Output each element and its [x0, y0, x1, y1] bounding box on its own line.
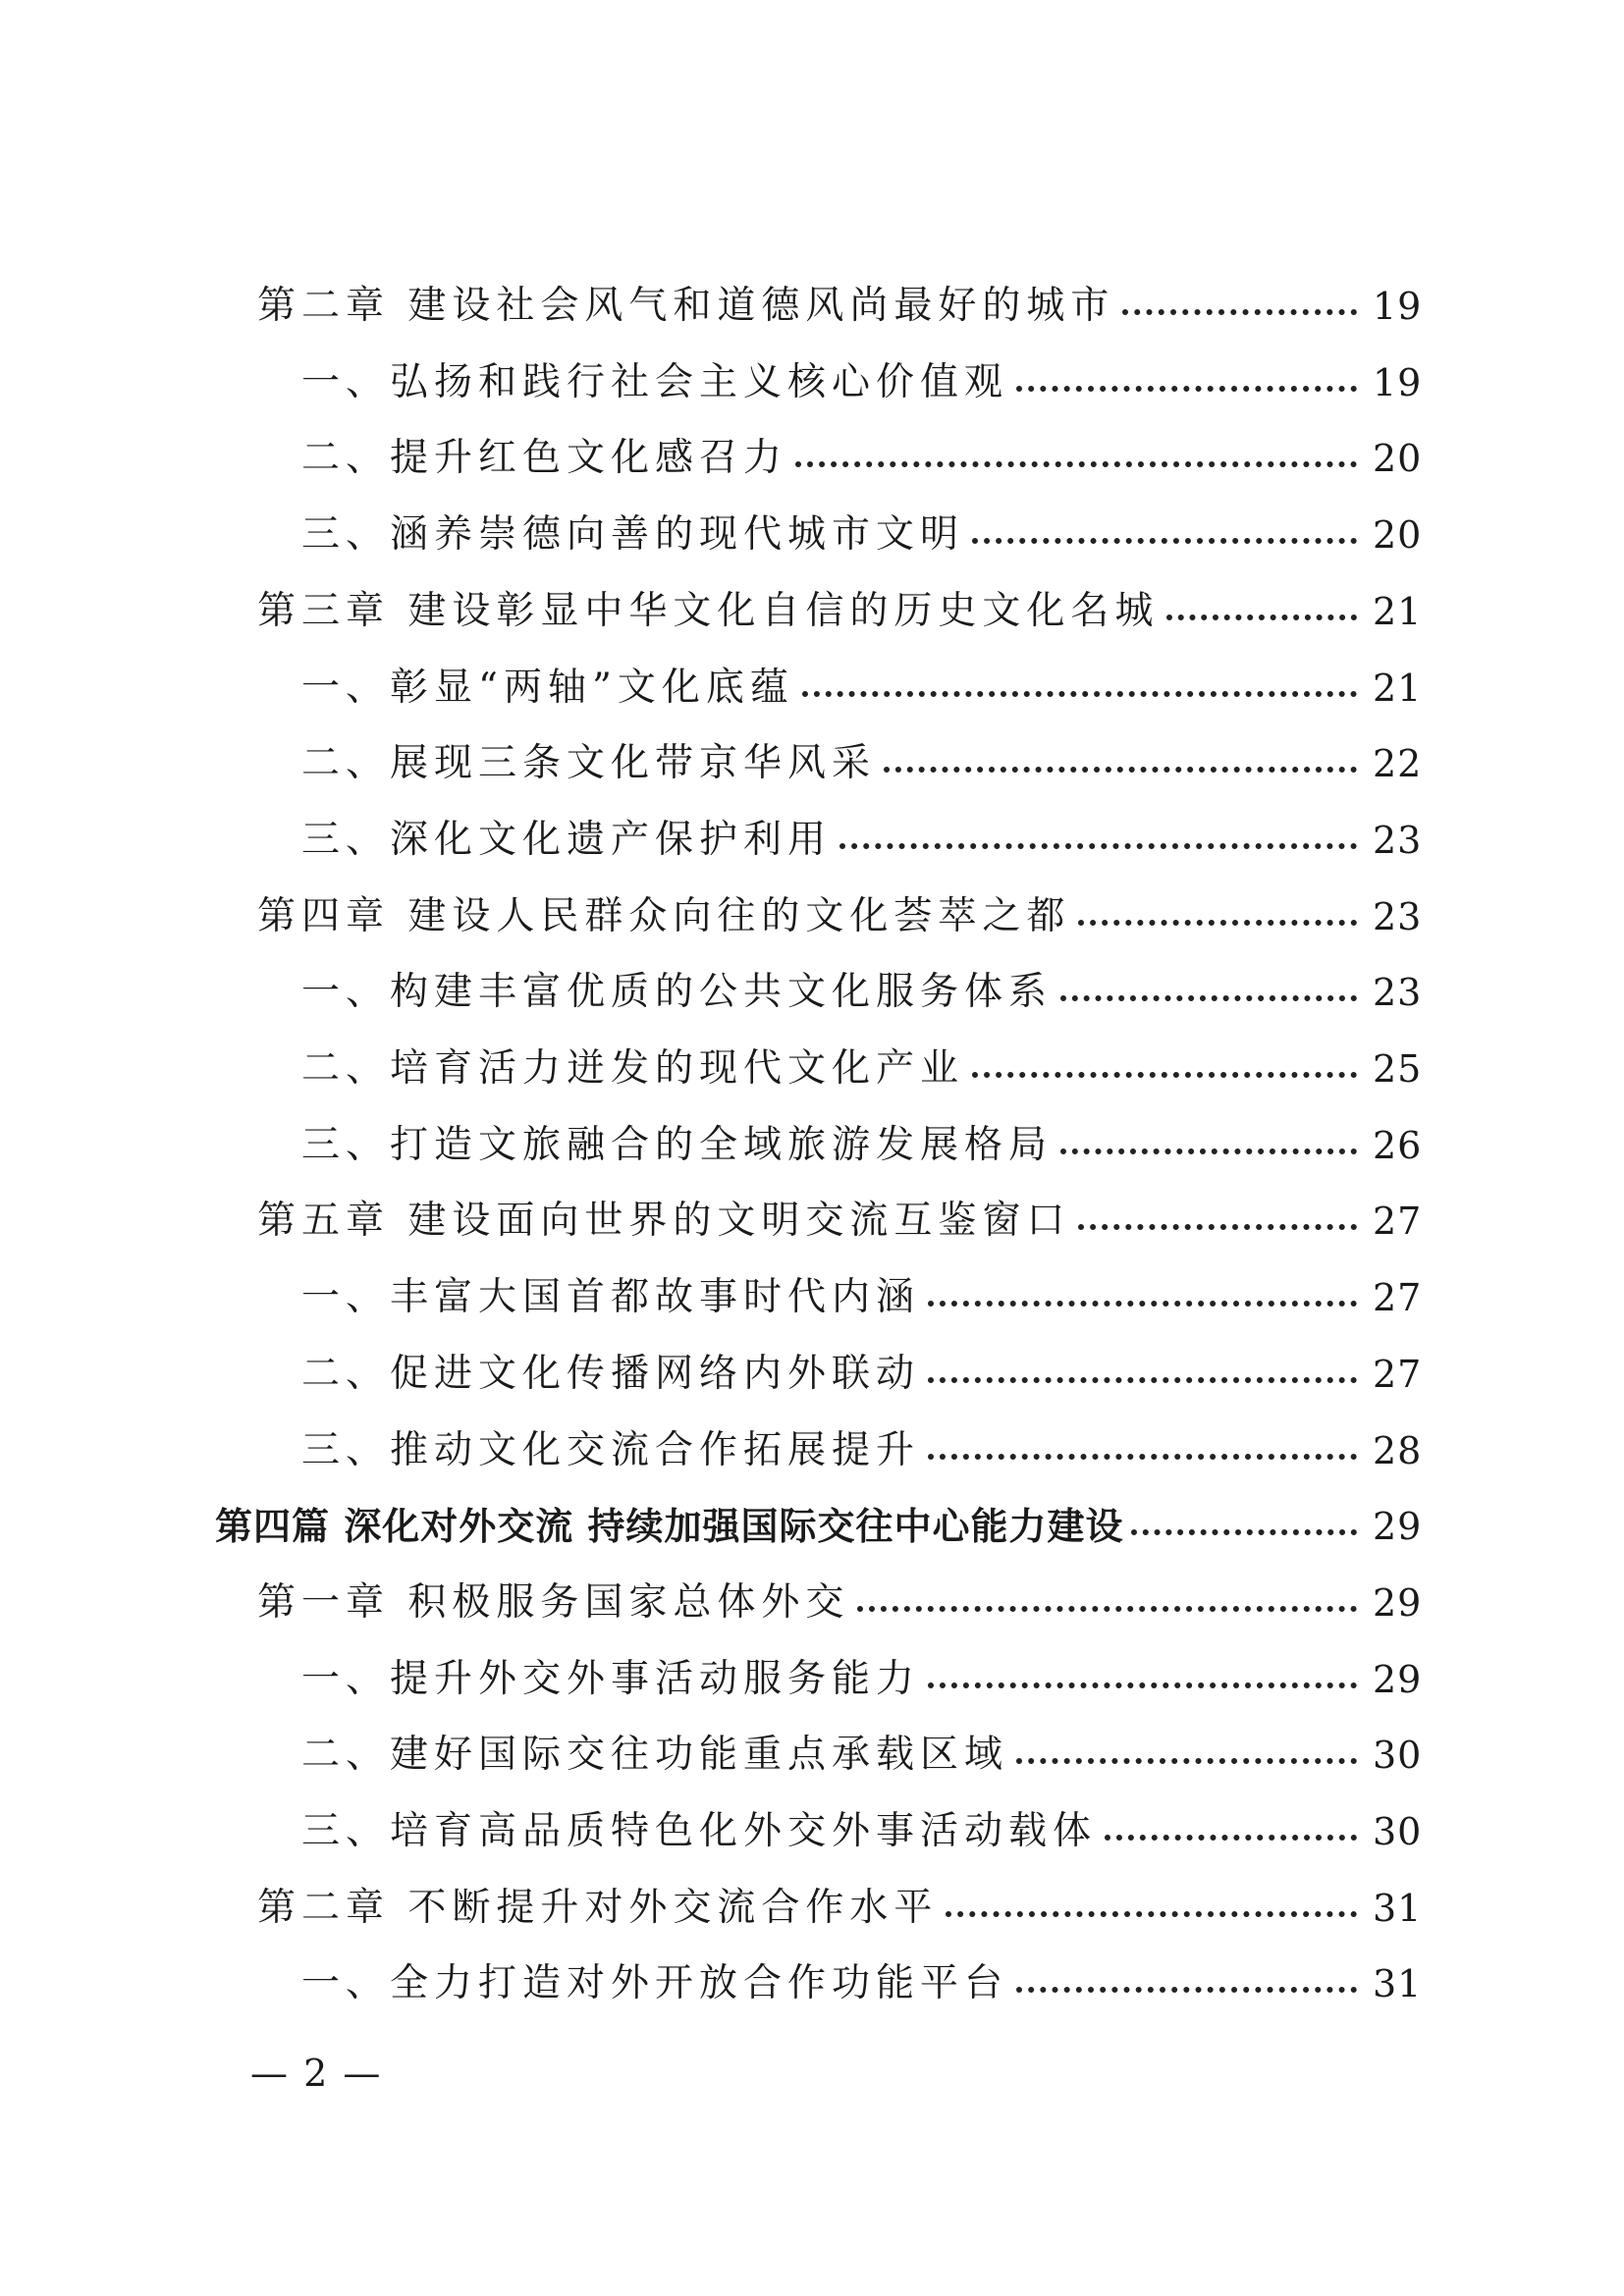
- dot-leader: [1122, 309, 1357, 315]
- toc-entry-page-number: 20: [1373, 513, 1423, 557]
- dot-leader: [972, 538, 1357, 544]
- toc-entry-page-number: 23: [1373, 971, 1423, 1014]
- dot-leader: [857, 1606, 1357, 1612]
- dot-leader: [884, 767, 1357, 773]
- toc-entry-page-number: 19: [1373, 285, 1423, 328]
- toc-entry-section[interactable]: [301, 659, 1422, 718]
- toc-entry-page-number: 23: [1373, 895, 1423, 938]
- dot-leader: [928, 1301, 1357, 1307]
- page-number-footer: — 2 —: [250, 2052, 383, 2095]
- toc-entry-page-number: 25: [1373, 1047, 1423, 1091]
- toc-entry-chapter[interactable]: [257, 1879, 1422, 1938]
- dot-leader: [946, 1911, 1357, 1917]
- toc-entry-page-number: 26: [1373, 1124, 1423, 1167]
- toc-entry-page-number: 29: [1373, 1581, 1423, 1625]
- toc-entry-section[interactable]: [301, 1345, 1422, 1404]
- dot-leader: [928, 1454, 1357, 1460]
- toc-entry-title: 一、彰显“两轴”文化底蕴: [301, 666, 794, 710]
- toc-entry-title: 二、培育活力迸发的现代文化产业: [301, 1046, 965, 1091]
- toc-entry-section[interactable]: [301, 1116, 1422, 1175]
- toc-entry-page-number: 27: [1373, 1276, 1423, 1319]
- toc-entry-chapter[interactable]: [257, 1192, 1422, 1251]
- toc-entry-title: 二、建好国际交往功能重点承载区域: [301, 1733, 1009, 1777]
- toc-entry-title: 二、展现三条文化带京华风采: [301, 741, 877, 785]
- toc-entry-page-number: 21: [1373, 667, 1423, 710]
- toc-entry-title: 三、深化文化遗产保护利用: [301, 818, 833, 862]
- toc-entry-section[interactable]: [301, 1726, 1422, 1785]
- toc-entry-title: 一、构建丰富优质的公共文化服务体系: [301, 970, 1054, 1014]
- toc-entry-title: 三、培育高品质特色化外交外事活动载体: [301, 1809, 1098, 1853]
- toc-entry-section[interactable]: [301, 353, 1422, 412]
- dot-leader: [1016, 386, 1357, 392]
- toc-entry-page-number: 30: [1373, 1734, 1423, 1777]
- toc-entry-title: 二、提升红色文化感召力: [301, 436, 788, 480]
- dot-leader: [1060, 995, 1357, 1001]
- toc-entry-page-number: 28: [1373, 1429, 1423, 1472]
- toc-entry-page-number: 20: [1373, 437, 1423, 480]
- toc-entry-page-number: 29: [1373, 1505, 1423, 1548]
- toc-entry-title: 第四章 建设人民群众向往的文化荟萃之都: [257, 894, 1071, 938]
- toc-entry-page-number: 31: [1373, 1962, 1423, 2005]
- toc-entry-chapter[interactable]: [257, 1574, 1422, 1632]
- dot-leader: [1131, 1529, 1357, 1535]
- toc-entry-page-number: 27: [1373, 1353, 1423, 1396]
- dot-leader: [795, 461, 1357, 467]
- toc-entry-section[interactable]: [301, 1954, 1422, 2013]
- toc-entry-chapter[interactable]: [257, 887, 1422, 946]
- toc-entry-chapter[interactable]: [257, 277, 1422, 336]
- dot-leader: [1166, 614, 1357, 620]
- dot-leader: [1105, 1835, 1357, 1841]
- toc-entry-title: 三、涵养崇德向善的现代城市文明: [301, 512, 965, 557]
- toc-entry-chapter[interactable]: [257, 582, 1422, 641]
- toc-entry-title: 第四篇 深化对外交流 持续加强国际交往中心能力建设: [215, 1505, 1124, 1548]
- toc-entry-section[interactable]: [301, 1040, 1422, 1098]
- toc-entry-section[interactable]: [301, 506, 1422, 564]
- dot-leader: [1060, 1148, 1357, 1154]
- toc-entry-title: 一、全力打造对外开放合作功能平台: [301, 1961, 1009, 2005]
- dot-leader: [1016, 1987, 1357, 1993]
- toc-entry-title: 第一章 积极服务国家总体外交: [257, 1580, 850, 1625]
- toc-entry-section[interactable]: [301, 734, 1422, 793]
- dot-leader: [802, 691, 1357, 697]
- dot-leader: [1078, 1224, 1357, 1230]
- dot-leader: [928, 1682, 1357, 1688]
- dot-leader: [1016, 1758, 1357, 1764]
- dot-leader: [928, 1377, 1357, 1383]
- toc-entry-page-number: 19: [1373, 361, 1423, 404]
- toc-entry-title: 二、促进文化传播网络内外联动: [301, 1352, 921, 1396]
- toc-entry-section[interactable]: [301, 963, 1422, 1022]
- toc-entry-page-number: 30: [1373, 1810, 1423, 1853]
- dot-leader: [839, 843, 1357, 849]
- toc-entry-part[interactable]: [215, 1497, 1422, 1556]
- dot-leader: [1078, 920, 1357, 926]
- toc-entry-section[interactable]: [301, 429, 1422, 488]
- toc-entry-title: 第二章 不断提升对外交流合作水平: [257, 1886, 939, 1930]
- toc-entry-section[interactable]: [301, 811, 1422, 870]
- toc-entry-title: 第三章 建设彰显中华文化自信的历史文化名城: [257, 589, 1160, 633]
- toc-entry-title: 一、提升外交外事活动服务能力: [301, 1657, 921, 1701]
- dot-leader: [972, 1072, 1357, 1078]
- toc-entry-title: 三、打造文旅融合的全域旅游发展格局: [301, 1123, 1054, 1167]
- toc-entry-title: 第五章 建设面向世界的文明交流互鉴窗口: [257, 1199, 1071, 1243]
- toc-entry-section[interactable]: [301, 1802, 1422, 1861]
- toc-entry-page-number: 29: [1373, 1658, 1423, 1701]
- toc-entry-page-number: 21: [1373, 590, 1423, 633]
- toc-entry-title: 一、弘扬和践行社会主义核心价值观: [301, 360, 1009, 404]
- toc-entry-page-number: 23: [1373, 819, 1423, 862]
- toc-entry-section[interactable]: [301, 1421, 1422, 1480]
- toc-entry-title: 第二章 建设社会风气和道德风尚最好的城市: [257, 284, 1115, 328]
- toc-entry-title: 三、推动文化交流合作拓展提升: [301, 1428, 921, 1472]
- toc-entry-page-number: 22: [1373, 742, 1423, 785]
- toc-entry-page-number: 27: [1373, 1200, 1423, 1243]
- toc-entry-section[interactable]: [301, 1650, 1422, 1709]
- toc-entry-page-number: 31: [1373, 1887, 1423, 1930]
- toc-entry-section[interactable]: [301, 1268, 1422, 1327]
- toc-entry-title: 一、丰富大国首都故事时代内涵: [301, 1275, 921, 1319]
